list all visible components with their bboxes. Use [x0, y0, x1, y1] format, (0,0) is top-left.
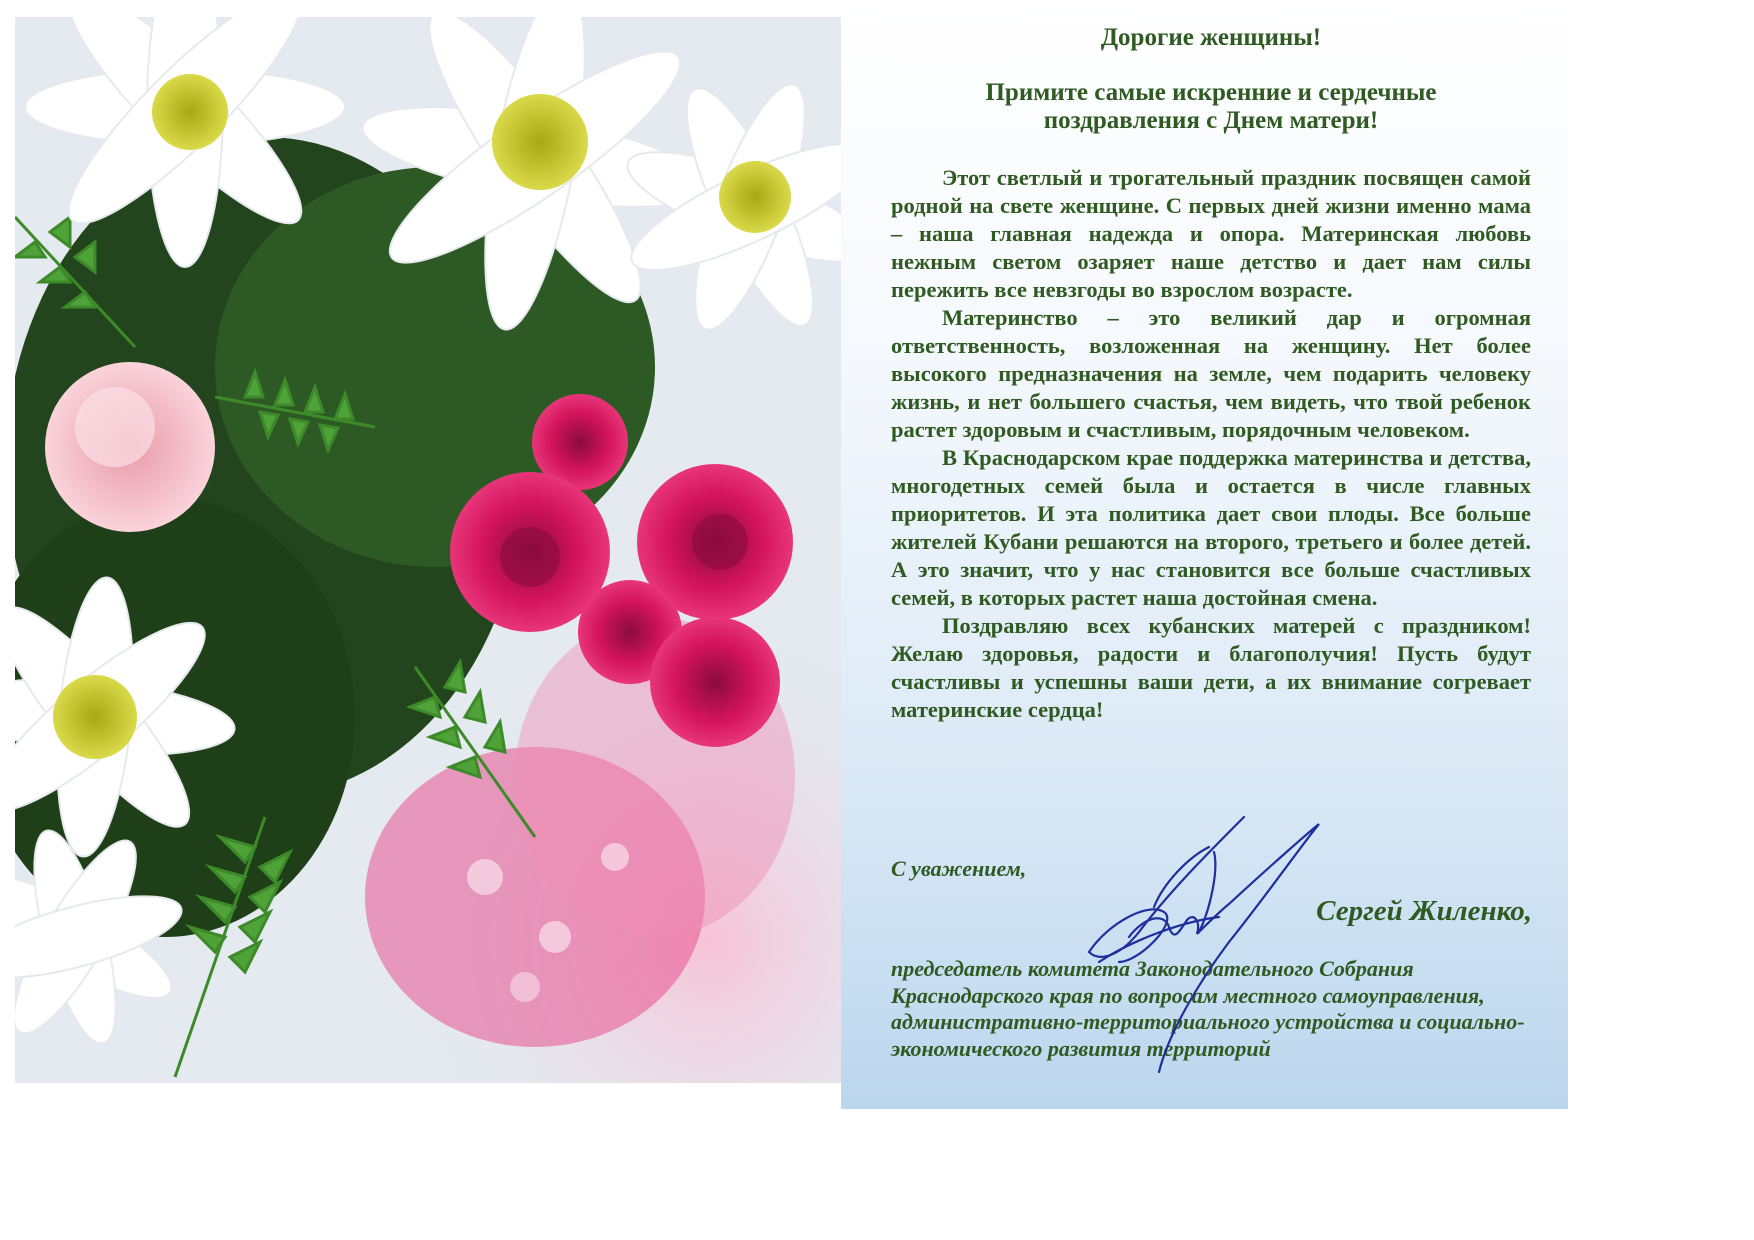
- regards-text: С уважением,: [891, 856, 1027, 881]
- letter-panel: [841, 0, 1568, 1109]
- letter-body: [891, 164, 1531, 724]
- paragraph-1: Этот светлый и трогательный праздник посвящен самой родной на свете женщине. С первых дней жизни именно мама – наша главная надежда и опора. Материнская любовь нежным светом озаряет наше детство и дает нам силы пережить все невзгоды во взрослом возрасте.: [891, 165, 1531, 302]
- paragraph-4: Поздравляю всех кубанских матерей с праздником! Желаю здоровья, радости и благополучия! Пусть будут счастливы и успешны ваши дети, а их внимание согревает материнские сердца!: [891, 613, 1531, 722]
- signer-name: Сергей Жиленко,: [1316, 895, 1532, 927]
- congrats-line-2: поздравления с Днем матери!: [1043, 107, 1379, 134]
- greeting-heading: Дорогие женщины!: [1100, 24, 1322, 51]
- congrats-line-1: Примите самые искренние и сердечные: [985, 79, 1437, 106]
- congrats-heading: [891, 79, 1531, 135]
- flowers-photo: [15, 17, 841, 1083]
- signer-position: председатель комитета Законодательного Собрания Краснодарского края по вопросам местного самоуправления, административно-территориального устройства и социально-экономического развития территорий: [891, 956, 1525, 1061]
- flowers-bouquet-icon: [15, 17, 841, 1083]
- paragraph-3: В Краснодарском крае поддержка материнства и детства, многодетных семей была и остается в числе главных приоритетов. И эта политика дает свои плоды. Все больше жителей Кубани решаются на второго, третьего и более детей. А это значит, что у нас становится все больше счастливых семей, в которых растет наша достойная смена.: [891, 445, 1531, 610]
- paragraph-2: Материнство – это великий дар и огромная ответственность, возложенная на женщину. Нет более высокого предназначения на земле, чем подарить человеку жизнь, и нет большего счастья, чем видеть, что твой ребенок растет здоровым и счастливым, порядочным человеком.: [891, 305, 1531, 442]
